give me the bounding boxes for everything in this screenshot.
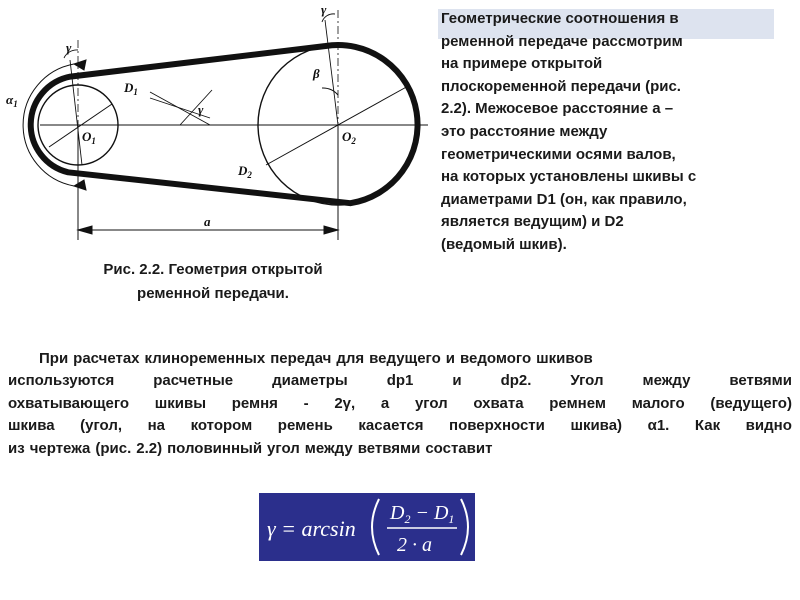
intro-line: Геометрические соотношения в bbox=[441, 10, 679, 27]
d1-label: $D_1$ bbox=[124, 80, 138, 97]
main-paragraph bbox=[8, 348, 792, 460]
intro-line: 2.2). Межосевое расстояние а – bbox=[441, 100, 674, 118]
alpha-arrow-top bbox=[74, 60, 86, 70]
dim-arrow-left bbox=[78, 226, 92, 234]
belt-drive-diagram bbox=[0, 0, 440, 250]
paragraph-line: охватывающего шкивы ремня - 2γ, а угол охвата ремнем малого (ведущего) bbox=[8, 394, 792, 412]
caption-line-1: Рис. 2.2. Геометрия открытой bbox=[103, 261, 323, 278]
d2-label: $D_2$ bbox=[238, 163, 252, 180]
gamma-ref-line bbox=[180, 90, 212, 125]
gamma-label-mid: γ bbox=[198, 102, 204, 117]
intro-line: плоскоременной передачи (рис. bbox=[441, 77, 681, 95]
formula-lhs: γ = arcsin bbox=[267, 516, 356, 541]
figure-caption bbox=[58, 258, 368, 306]
alpha-arrow-bottom bbox=[74, 180, 86, 190]
tangent-radius-right bbox=[325, 20, 338, 125]
intro-line: это расстояние между bbox=[441, 122, 608, 140]
paragraph-line: используются расчетные диаметры dp1 и dp2. Угол между ветвями bbox=[8, 372, 792, 390]
intro-line: геометрическими осями валов, bbox=[441, 145, 676, 163]
intro-line: ременной передаче рассмотрим bbox=[441, 32, 683, 50]
paragraph-line: из чертежа (рис. 2.2) половинный угол между ветвями составит bbox=[8, 439, 493, 457]
intro-line: является ведущим) и D2 bbox=[441, 213, 624, 231]
alpha1-label: $\alpha_1$ bbox=[6, 92, 18, 109]
gamma-label-top: γ bbox=[321, 2, 327, 17]
caption-line-2: ременной передачи. bbox=[137, 285, 289, 302]
dim-arrow-right bbox=[324, 226, 338, 234]
paragraph-line: шкива (угол, на котором ремень касается поверхности шкива) α1. Как видно bbox=[8, 417, 792, 435]
intro-line: на примере открытой bbox=[441, 55, 603, 73]
o1-label: $O_1$ bbox=[82, 129, 96, 146]
intro-line: (ведомый шкив). bbox=[441, 235, 567, 253]
paragraph-line: При расчетах клиноременных передач для ведущего и ведомого шкивов bbox=[39, 350, 593, 367]
o2-label: $O_2$ bbox=[342, 129, 356, 146]
belt bbox=[31, 45, 418, 203]
formula-denominator: 2 · a bbox=[397, 534, 432, 556]
beta-arc bbox=[322, 88, 338, 95]
gamma-formula bbox=[259, 493, 475, 561]
intro-line: диаметрами D1 (он, как правило, bbox=[441, 190, 687, 208]
intro-text bbox=[441, 8, 791, 257]
formula-numerator: $D_2 - D_1$ bbox=[390, 502, 455, 526]
a-label: a bbox=[204, 214, 211, 229]
intro-line: на которых установлены шкивы с bbox=[441, 168, 697, 186]
gamma-label-left: γ bbox=[66, 40, 72, 55]
beta-label: β bbox=[313, 66, 320, 81]
